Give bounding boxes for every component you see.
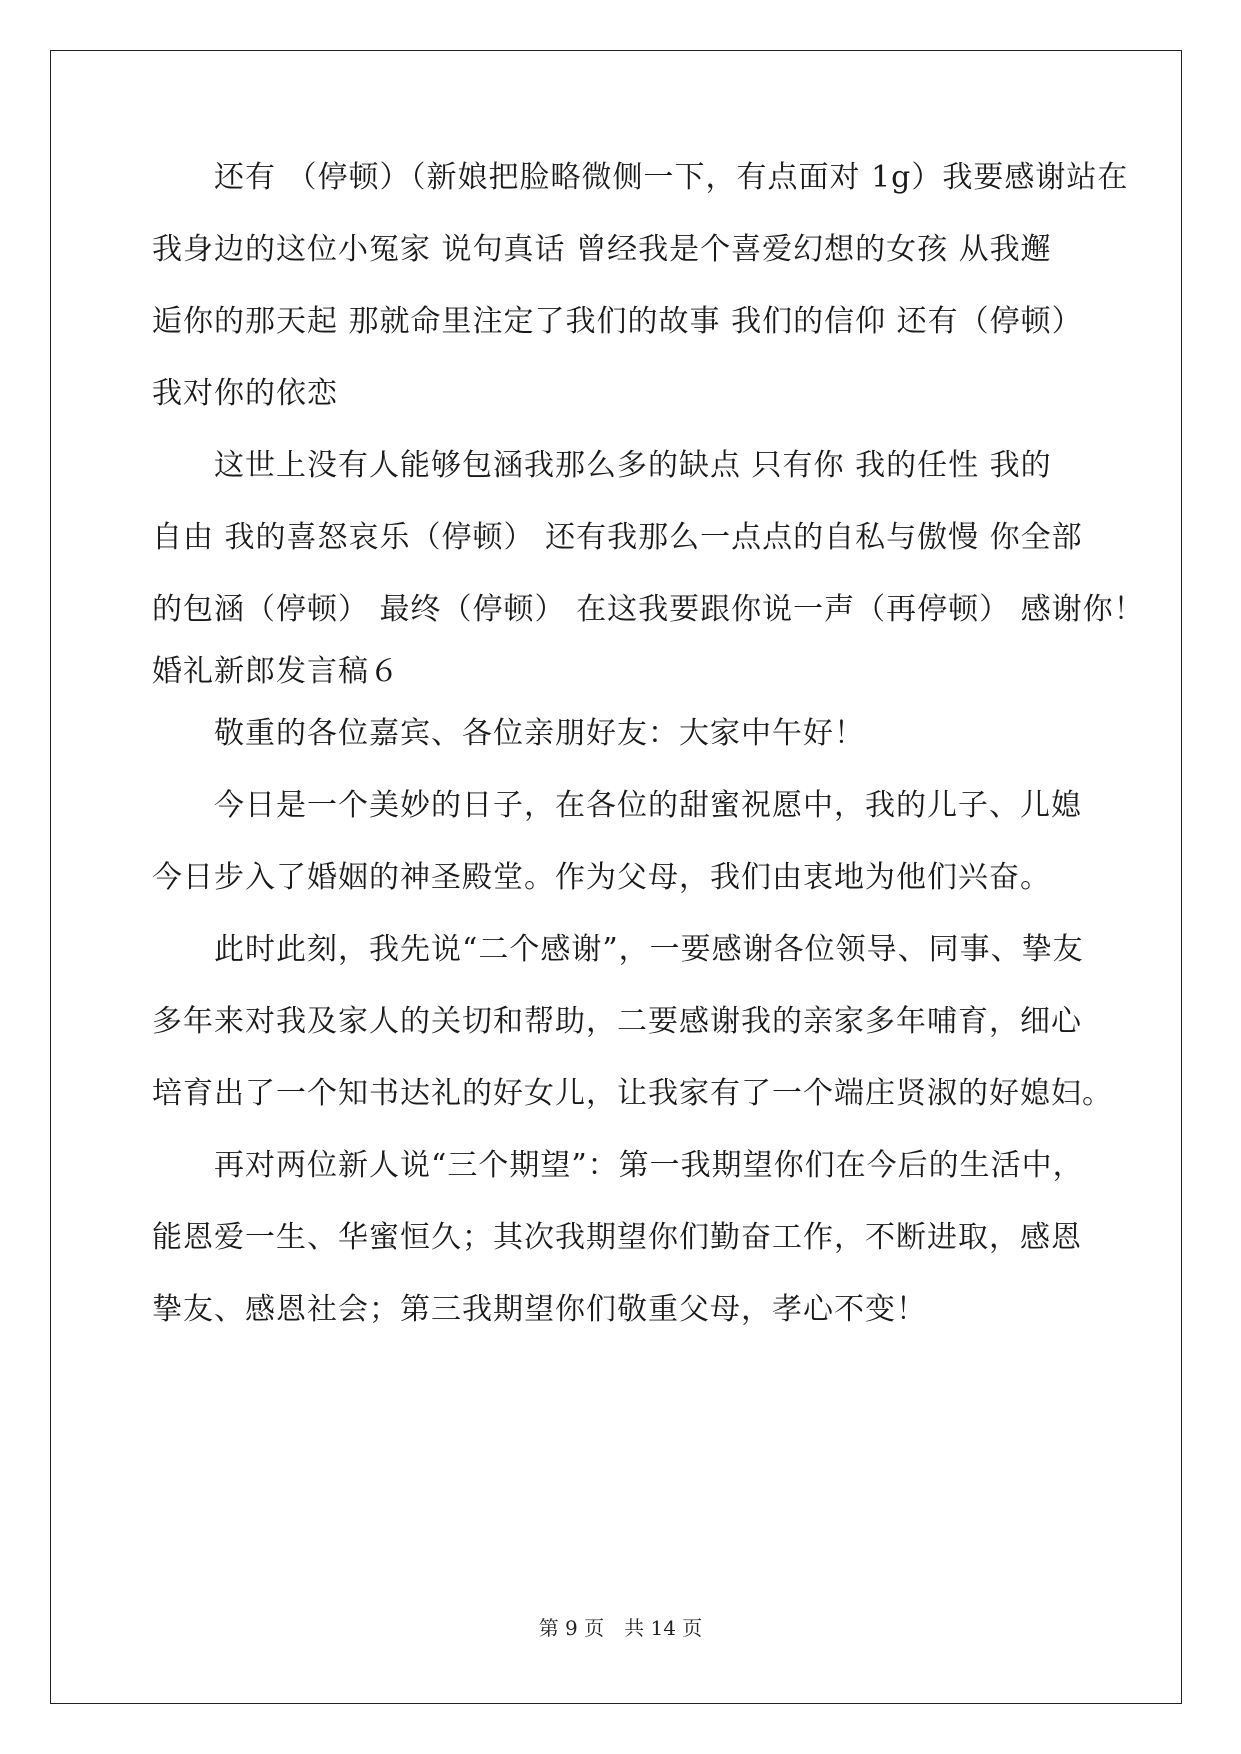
text-line: 我对你的依恋 — [152, 376, 338, 411]
text-line: 再对两位新人说“三个期望”：第一我期望你们在今后的生活中， — [152, 1148, 1084, 1183]
section-heading: 婚礼新郎发言稿６ — [152, 654, 400, 689]
text-line: 这世上没有人能够包涵我那么多的缺点 只有你 我的任性 我的 — [152, 448, 1052, 483]
text-line: 的包涵（停顿） 最终（停顿） 在这我要跟你说一声（再停顿） 感谢你！ — [152, 592, 1145, 627]
text-line: 我身边的这位小冤家 说句真话 曾经我是个喜爱幻想的女孩 从我邂 — [152, 232, 1052, 267]
text-line: 此时此刻，我先说“二个感谢”，一要感谢各位领导、同事、挚友 — [152, 932, 1084, 967]
text-line: 还有 （停顿）（新娘把脸略微侧一下，有点面对 1g）我要感谢站在 — [152, 160, 1129, 195]
text-line: 挚友、感恩社会；第三我期望你们敬重父母，孝心不变！ — [152, 1292, 927, 1327]
text-line: 能恩爱一生、华蜜恒久；其次我期望你们勤奋工作，不断进取，感恩 — [152, 1220, 1082, 1255]
text-line: 多年来对我及家人的关切和帮助，二要感谢我的亲家多年哺育，细心 — [152, 1004, 1082, 1039]
text-line: 培育出了一个知书达礼的好女儿，让我家有了一个端庄贤淑的好媳妇。 — [152, 1076, 1113, 1111]
page-number: 第 9 页 共 14 页 — [538, 1616, 703, 1640]
text-line: 今日是一个美妙的日子，在各位的甜蜜祝愿中，我的儿子、儿媳 — [152, 788, 1082, 823]
text-line: 自由 我的喜怒哀乐（停顿） 还有我那么一点点的自私与傲慢 你全部 — [152, 520, 1083, 555]
document-body — [152, 158, 1145, 1330]
text-line: 敬重的各位嘉宾、各位亲朋好友：大家中午好！ — [152, 716, 865, 751]
page-footer — [0, 1616, 1241, 1640]
text-line: 逅你的那天起 那就命里注定了我们的故事 我们的信仰 还有（停顿） — [152, 304, 1083, 339]
text-line: 今日步入了婚姻的神圣殿堂。作为父母，我们由衷地为他们兴奋。 — [152, 860, 1051, 895]
